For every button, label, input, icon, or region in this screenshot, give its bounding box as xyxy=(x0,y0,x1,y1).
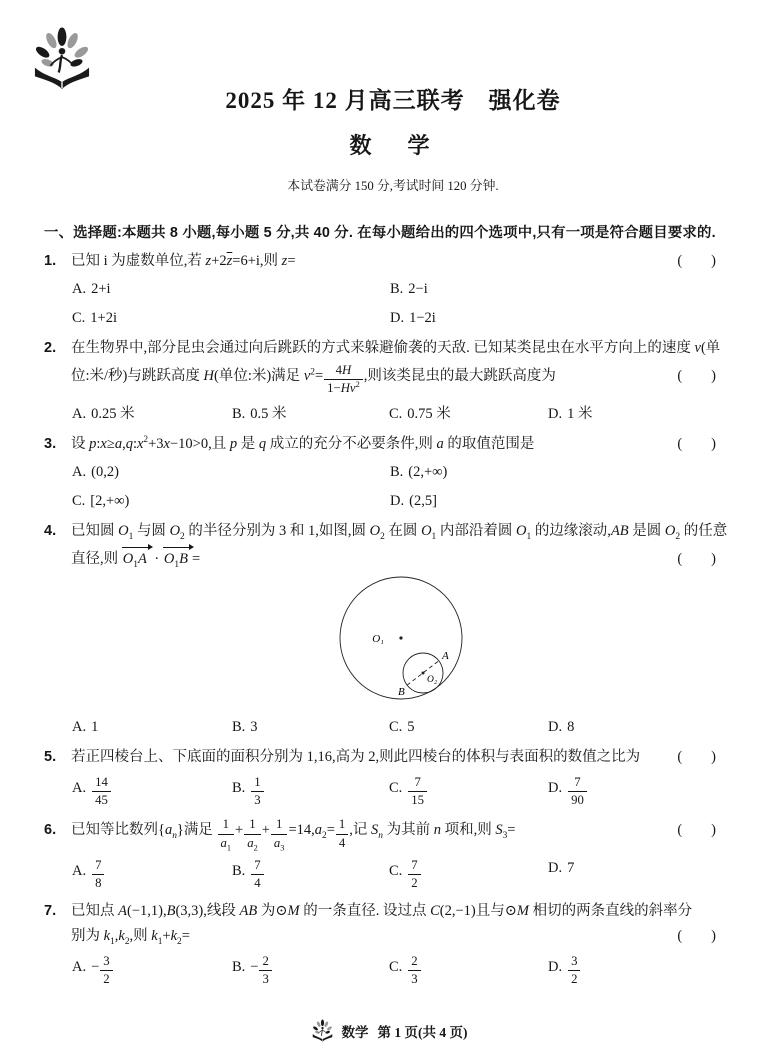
point-a-label: A xyxy=(442,649,449,662)
answer-bracket: ( ) xyxy=(677,822,716,839)
question-number: 5. xyxy=(44,748,57,765)
options-q1 xyxy=(72,279,742,329)
question-text: 已知圆 $O_1$ 与圆 $O_2$ 的半径分别为 3 和 1,如图,圆 $O_2$ 在圆 $O_1$ 内部沿着圆 $O_1$ 的边缘滚动,AB 是圆 $O_2$ 的任意 xyxy=(71,522,728,542)
question-text: 已知等比数列$\{a_n\}$满足 $\frac{1}{a_1}$ + $\frac{1}{a_2}$ + $\frac{1}{a_3}$ $=14,a_2=$ $\frac{1}{4}$ ,记 $S_n$ 为其前 n 项和,则 $S_3=$ xyxy=(71,817,516,853)
question-4 xyxy=(44,521,742,738)
option-a xyxy=(72,717,232,738)
option-c xyxy=(389,404,548,425)
question-text: 在生物界中,部分昆虫会通过向后跳跃的方式来躲避偷袭的天敌. 已知某类昆虫在水平方向上的速度 v(单 xyxy=(71,340,721,356)
rolling-circles-diagram xyxy=(306,574,496,710)
answer-bracket: ( ) xyxy=(677,253,716,269)
question-text: 直径,则 $O_1A \cdot O_1B$ = xyxy=(71,546,669,570)
option-label: C. xyxy=(389,779,403,796)
option-label: B. xyxy=(232,405,246,422)
exam-note: 本试卷满分 150 分,考试时间 120 分钟. xyxy=(287,179,499,193)
option-b xyxy=(390,462,742,483)
option-value: 0.75 米 xyxy=(407,405,451,422)
option-label: C. xyxy=(389,405,403,422)
answer-bracket: ( ) xyxy=(677,550,716,567)
options-q2 xyxy=(72,404,742,425)
options-q4 xyxy=(72,717,742,738)
option-value: 1 米 xyxy=(567,405,593,422)
option-label: D. xyxy=(548,779,563,796)
footer-logo-icon xyxy=(312,1019,333,1042)
option-label: A. xyxy=(72,958,87,975)
option-label: B. xyxy=(232,958,246,975)
question-5-line-1 xyxy=(44,747,742,768)
option-label: B. xyxy=(390,281,404,297)
question-3-line-1 xyxy=(44,434,742,455)
question-number: 6. xyxy=(44,822,57,839)
question-6 xyxy=(44,817,742,891)
option-d xyxy=(548,954,742,988)
exam-subject: 数 学 xyxy=(349,133,437,158)
option-label: C. xyxy=(389,958,403,975)
option-label: A. xyxy=(72,863,87,880)
option-value: $\frac{7}{15}$ xyxy=(407,775,428,809)
answer-bracket: ( ) xyxy=(677,748,716,765)
option-a xyxy=(72,404,232,425)
question-text: 别为 $k_1,k_2$,则 $k_1+k_2=$ xyxy=(71,927,190,947)
question-number: 2. xyxy=(44,340,57,356)
question-3 xyxy=(44,434,742,512)
option-c xyxy=(72,308,390,329)
question-4-line-2 xyxy=(44,546,742,570)
option-value: $\frac{7}{90}$ xyxy=(567,775,588,809)
option-label: A. xyxy=(72,463,87,480)
option-value: $\frac{7}{2}$ xyxy=(407,858,421,892)
option-label: D. xyxy=(548,958,563,975)
option-a xyxy=(72,462,390,483)
option-a xyxy=(72,279,390,300)
options-q7 xyxy=(72,954,742,988)
options-q6 xyxy=(72,858,742,892)
option-value: 2+i xyxy=(91,281,111,297)
option-d xyxy=(548,717,742,738)
option-value: 0.25 米 xyxy=(91,405,135,422)
question-2-line-1 xyxy=(44,338,742,359)
question-text: 若正四棱台上、下底面的面积分别为 1,16,高为 2,则此四棱台的体积与表面积的数值之比为 xyxy=(71,748,641,765)
option-value: 2−i xyxy=(408,281,428,297)
question-5 xyxy=(44,747,742,809)
option-value: $\frac{2}{3}$ xyxy=(407,954,421,988)
question-4-line-1 xyxy=(44,521,742,542)
option-label: B. xyxy=(390,463,404,480)
point-b-label: B xyxy=(398,685,405,698)
option-label: D. xyxy=(548,859,563,876)
option-value: [2,+∞) xyxy=(90,492,130,509)
option-b xyxy=(232,858,389,892)
footer-subject: 数学 xyxy=(341,1024,369,1040)
option-value: 5 xyxy=(407,718,415,735)
option-value: $\frac{14}{45}$ xyxy=(91,775,112,809)
option-c xyxy=(389,954,548,988)
question-number: 4. xyxy=(44,522,57,539)
option-value: 8 xyxy=(567,718,575,735)
option-label: A. xyxy=(72,779,87,796)
option-b xyxy=(232,775,389,809)
option-b xyxy=(232,404,389,425)
option-c xyxy=(389,775,548,809)
option-a xyxy=(72,775,232,809)
question-7 xyxy=(44,901,742,988)
center-o1-label: O₁ xyxy=(372,632,384,645)
option-label: B. xyxy=(232,718,246,735)
options-q3 xyxy=(72,462,742,512)
option-label: A. xyxy=(72,718,87,735)
question-text: 已知 i 为虚数单位,若 $z+2\overline{z}=6+i$,则 z= xyxy=(71,253,296,269)
answer-bracket: ( ) xyxy=(677,927,716,944)
option-label: B. xyxy=(232,863,246,880)
footer-page-info: 第 1 页(共 4 页) xyxy=(377,1024,468,1040)
option-value: $\frac{1}{3}$ xyxy=(250,775,264,809)
question-1 xyxy=(44,251,742,329)
option-value: − $\frac{2}{3}$ xyxy=(250,954,273,988)
option-d xyxy=(548,858,742,892)
option-c xyxy=(389,858,548,892)
option-label: A. xyxy=(72,281,87,297)
option-label: D. xyxy=(548,718,563,735)
center-o2-label: O₂ xyxy=(427,674,438,685)
option-b xyxy=(232,954,389,988)
option-d xyxy=(390,308,742,329)
option-value: 1+2i xyxy=(90,310,118,326)
option-value: (2,5] xyxy=(409,492,437,509)
option-value: (0,2) xyxy=(91,463,119,480)
answer-bracket: ( ) xyxy=(677,368,716,385)
exam-title: 2025 年 12 月高三联考 强化卷 xyxy=(225,88,561,113)
section-heading: 一、选择题:本题共 8 小题,每小题 5 分,共 40 分. 在每小题给出的四个选项中,只有一项是符合题目要求的. xyxy=(44,225,716,241)
question-2 xyxy=(44,338,742,425)
option-value: $\frac{3}{2}$ xyxy=(567,954,581,988)
option-label: D. xyxy=(390,492,405,509)
question-7-line-2 xyxy=(44,926,742,947)
option-a xyxy=(72,858,232,892)
option-b xyxy=(232,717,389,738)
option-b xyxy=(390,279,742,300)
question-4-figure xyxy=(44,574,742,710)
option-value: $\frac{7}{4}$ xyxy=(250,858,264,892)
option-label: D. xyxy=(390,310,405,326)
option-label: C. xyxy=(389,718,403,735)
option-value: 1 xyxy=(91,718,99,735)
option-value: 1−2i xyxy=(409,310,436,326)
option-label: D. xyxy=(548,405,563,422)
option-label: B. xyxy=(232,779,246,796)
option-label: C. xyxy=(72,492,86,509)
option-c xyxy=(389,717,548,738)
option-c xyxy=(72,491,390,512)
question-number: 7. xyxy=(44,902,57,919)
page-footer xyxy=(0,1019,779,1042)
question-text: 已知点 A(−1,1),B(3,3),线段 AB 为⊙M 的一条直径. 设过点 C(2,−1)且与⊙M 相切的两条直线的斜率分 xyxy=(71,902,693,919)
option-label: C. xyxy=(72,310,86,326)
option-value: (2,+∞) xyxy=(408,463,448,480)
question-6-line-1 xyxy=(44,817,742,851)
question-number: 3. xyxy=(44,435,57,452)
option-value: $\frac{7}{8}$ xyxy=(91,858,105,892)
option-value: − $\frac{3}{2}$ xyxy=(91,954,114,988)
option-value: 0.5 米 xyxy=(250,405,287,422)
answer-bracket: ( ) xyxy=(677,435,716,452)
option-value: 3 xyxy=(250,718,258,735)
option-d xyxy=(548,775,742,809)
option-label: C. xyxy=(389,863,403,880)
question-text: 位:米/秒)与跳跃高度 H(单位:米)满足 $v^2=$ $\frac{4H}{1-Hv^2}$ ,则该类昆虫的最大跳跃高度为 xyxy=(71,363,556,396)
question-2-line-2 xyxy=(44,363,742,397)
options-q5 xyxy=(72,775,742,809)
exam-page xyxy=(44,0,742,993)
option-value: 7 xyxy=(567,859,575,876)
question-1-line-1 xyxy=(44,251,742,272)
option-a xyxy=(72,954,232,988)
option-label: A. xyxy=(72,405,87,422)
question-7-line-1 xyxy=(44,901,742,922)
option-d xyxy=(390,491,742,512)
question-number: 1. xyxy=(44,253,57,269)
question-text: 设 $p:x\ge a,q:x^2+3x-10>0$,且 p 是 q 成立的充分不必要条件,则 a 的取值范围是 xyxy=(71,434,535,452)
option-d xyxy=(548,404,742,425)
